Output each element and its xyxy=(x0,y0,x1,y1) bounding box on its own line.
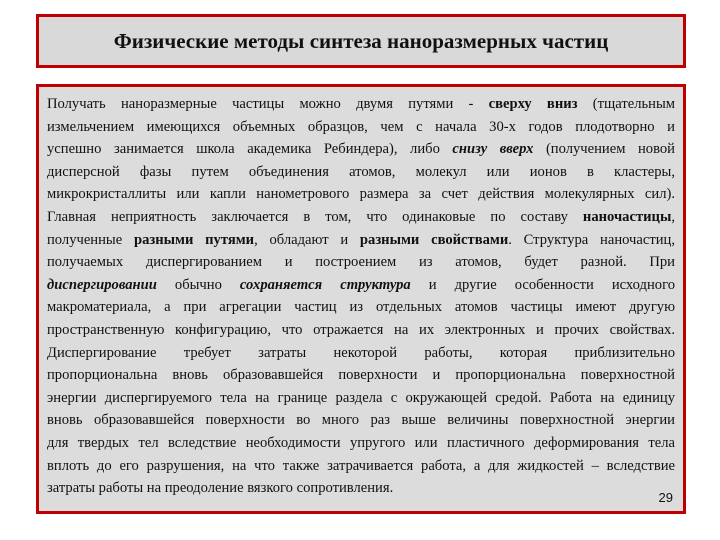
text-line xyxy=(47,274,675,297)
text-line: измельчением имеющихся объемных образцов, чем с начала 30-х годов плодотворно и xyxy=(47,118,675,135)
text-line xyxy=(47,93,675,116)
text-run: и другие особенности исходного xyxy=(410,276,675,293)
text-line: Диспергирование требует затраты некоторой работы, которая приблизительно xyxy=(47,344,675,361)
bold-term-structure-preserved: сохраняется структура xyxy=(239,276,411,293)
text-line: вплоть до его разрушения, на что также затрачивается работа, а для жидкостей – вследствие xyxy=(47,457,675,474)
page-number: 29 xyxy=(658,490,673,505)
slide-title: Физические методы синтеза наноразмерных частиц xyxy=(113,28,609,53)
text-run: , обладают и xyxy=(254,231,360,248)
text-line xyxy=(47,206,675,229)
bold-term-nanoparticles: наночастицы xyxy=(582,208,672,225)
text-run: (получением новой xyxy=(533,141,675,158)
text-run: Получать наноразмерные частицы можно двумя путями - xyxy=(47,96,489,112)
slide-body-box xyxy=(36,84,686,514)
bold-term-bottom-up: снизу вверх xyxy=(452,141,534,158)
text-line: макроматериала, а при агрегации частиц из отдельных атомов частицы имеют другую xyxy=(47,299,675,316)
bold-term-top-down: сверху вниз xyxy=(488,96,578,112)
text-run: Главная неприятность заключается в том, что одинаковые по составу xyxy=(47,208,583,225)
bold-term-different-properties: разными свойствами xyxy=(359,231,509,248)
text-line xyxy=(47,138,675,161)
text-line: затраты работы на преодоление вязкого сопротивления. xyxy=(47,480,394,497)
text-run: (тщательным xyxy=(577,96,675,112)
bold-term-dispersion: диспергировании xyxy=(47,276,157,293)
text-line: дисперсной фазы путем объединения атомов, молекул или ионов в кластеры, xyxy=(47,163,675,180)
text-line xyxy=(47,229,675,252)
bold-term-different-ways: разными путями xyxy=(133,231,255,248)
slide-title-box xyxy=(36,14,686,68)
text-run: , xyxy=(671,208,675,225)
text-run: . Структура наночастиц, xyxy=(508,231,675,248)
body-paragraph xyxy=(47,93,675,500)
text-line: для твердых тел вследствие необходимости упругого или пластичного деформирования тела xyxy=(47,434,675,451)
text-line: пропорциональна вновь образовавшейся поверхности и пропорциональна поверхностной xyxy=(47,367,675,384)
text-line: получаемых диспергированием и построением из атомов, будет разной. При xyxy=(47,254,675,271)
text-run: обычно xyxy=(156,276,240,293)
text-run: успешно занимается школа академика Ребиндера), либо xyxy=(47,141,453,158)
text-line: пространственную конфигурацию, что отражается на их электронных и прочих свойствах. xyxy=(47,321,675,338)
text-line: микрокристаллиты или капли нанометрового размера за счет действия молекулярных сил). xyxy=(47,186,675,203)
text-line: энергии диспергируемого тела на границе раздела с окружающей средой. Работа на единицу xyxy=(47,389,675,406)
text-run: полученные xyxy=(47,231,134,248)
text-line: вновь образовавшейся поверхности во много раз выше величины поверхностной энергии xyxy=(47,412,675,429)
